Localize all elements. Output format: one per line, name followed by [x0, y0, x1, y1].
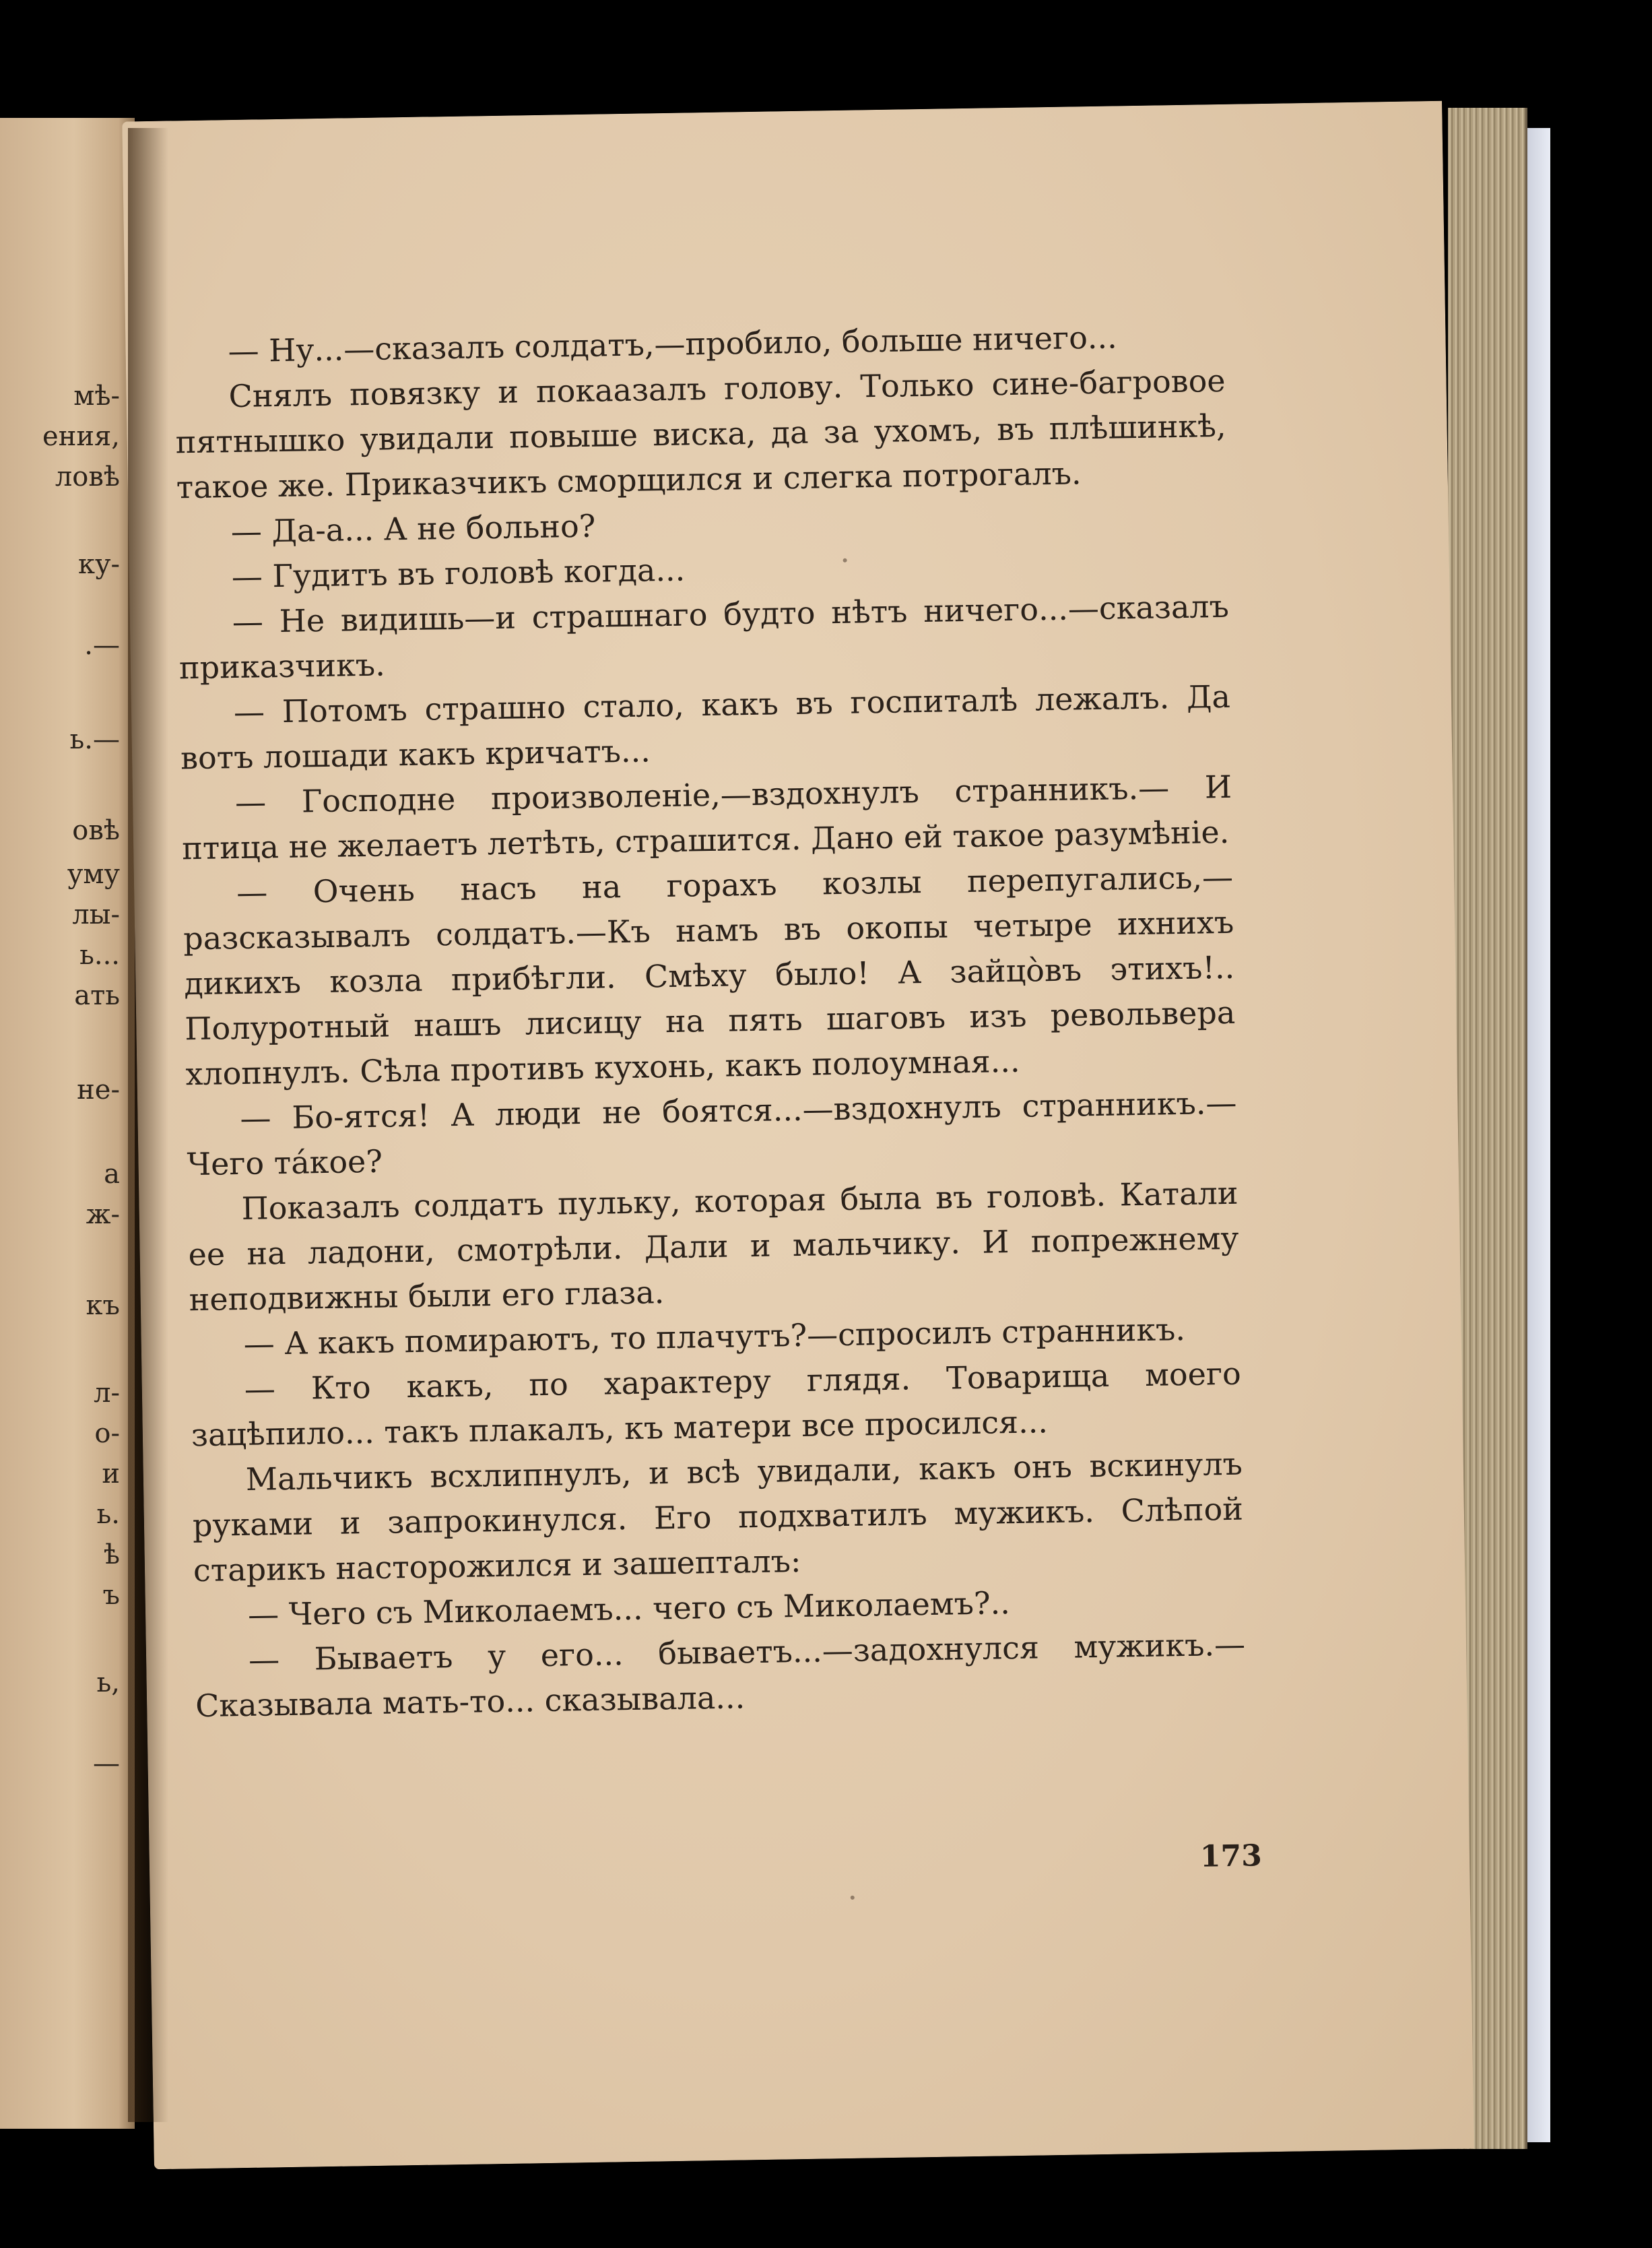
- previous-page-text-fragment: ь.—: [69, 724, 120, 755]
- paragraph: — Кто какъ, по характеру глядя. Товарища моего зацѣпило... такъ плакалъ, къ матери все просился...: [191, 1355, 1242, 1454]
- previous-page-text-fragment: овѣ: [72, 815, 120, 846]
- previous-page-text-fragment: и: [102, 1458, 120, 1489]
- previous-page-text-fragment: ж-: [86, 1199, 120, 1230]
- paragraph: — Потомъ страшно стало, какъ въ госпиталѣ лежалъ. Да вотъ лошади какъ кричатъ...: [180, 678, 1231, 777]
- paper-speck: [843, 558, 847, 563]
- paragraph: — А какъ помираютъ, то плачутъ?—спросилъ странникъ.: [243, 1311, 1186, 1362]
- paragraph: — Очень насъ на горахъ козлы перепугались,—разсказывалъ солдатъ.—Къ намъ въ окопы четыре ихнихъ дикихъ козла прибѣгли. Смѣху было! А зайцòвъ этихъ!.. Полуротный нашъ лисицу на пять шаговъ изъ револьвера хлопнулъ. Сѣла противъ кухонь, какъ полоумная...: [183, 858, 1236, 1093]
- previous-page-text-fragment: ку-: [77, 549, 120, 580]
- paragraph: Снялъ повязку и покаазалъ голову. Только сине-багровое пятнышко увидали повыше виска, да за ухомъ, въ плѣшинкѣ, такое же. Приказчикъ сморщился и слегка потрогалъ.: [175, 362, 1226, 506]
- previous-page-text-fragment: ь,: [96, 1667, 120, 1698]
- paper-speck: [851, 1896, 855, 1900]
- paragraph: — Бо-ятся! А люди не боятся...—вздохнулъ странникъ.—Чего та́кое?: [187, 1084, 1237, 1183]
- paragraph: — Не видишь—и страшнаго будто нѣтъ ничего...—сказалъ приказчикъ.: [178, 587, 1230, 686]
- previous-page-text-fragment: ѣ: [103, 1539, 120, 1570]
- previous-page-text-fragment: ъ: [102, 1580, 120, 1611]
- previous-page-text-fragment: —: [93, 1748, 120, 1779]
- previous-page-text-fragment: къ: [86, 1290, 120, 1321]
- previous-page-text-fragment: не-: [77, 1074, 120, 1105]
- paragraph: Мальчикъ всхлипнулъ, и всѣ увидали, какъ онъ вскинулъ руками и запрокинулся. Его подхватилъ мужикъ. Слѣпой старикъ насторожился и зашепталъ:: [192, 1445, 1244, 1589]
- previous-page-text-fragment: мѣ-: [73, 381, 120, 412]
- gutter-shadow: [128, 128, 168, 2122]
- previous-page-text-fragment: ь...: [79, 940, 120, 971]
- paragraph: — Да-а... А не больно?: [230, 507, 596, 550]
- page-number: 173: [1199, 1838, 1263, 1874]
- paragraph: — Чего съ Миколаемъ... чего съ Миколаемъ?..: [247, 1584, 1011, 1633]
- previous-page-text-fragment: а: [104, 1159, 120, 1190]
- paragraph: — Ну...—сказалъ солдатъ,—пробило, больше ничего...: [228, 319, 1118, 370]
- previous-page-text-fragment: л-: [94, 1378, 120, 1409]
- paragraph: — Господне произволеніе,—вздохнулъ странникъ.— И птица не желаетъ летѣть, страшится. Дано ей такое разумѣніе.: [181, 768, 1232, 867]
- previous-page-text-fragment: лы-: [72, 899, 120, 930]
- paragraph: — Бываетъ у его... бываетъ...—задохнулся мужикъ.— Сказывала мать-то... сказывала...: [195, 1626, 1246, 1725]
- previous-page-text-fragment: ловѣ: [55, 461, 120, 492]
- previous-page-text-fragment: ать: [74, 980, 120, 1011]
- background-strip: [1523, 128, 1550, 2142]
- previous-page-text-fragment: уму: [67, 859, 120, 890]
- paragraph: — Гудитъ въ головѣ когда...: [231, 551, 686, 596]
- previous-page-text-fragment: .—: [84, 630, 120, 661]
- previous-page-text-fragment: ения,: [42, 421, 120, 452]
- paragraph: Показалъ солдатъ пульку, которая была въ головѣ. Катали ее на ладони, смотрѣли. Дали и мальчику. И попрежнему неподвижны были его глаза.: [188, 1174, 1239, 1318]
- previous-page-text-fragment: ь.: [96, 1499, 120, 1530]
- page-text: [174, 313, 1246, 1729]
- book-page: [122, 101, 1474, 2169]
- previous-page-text-fragment: о-: [94, 1418, 120, 1449]
- previous-page-edge: [0, 118, 135, 2129]
